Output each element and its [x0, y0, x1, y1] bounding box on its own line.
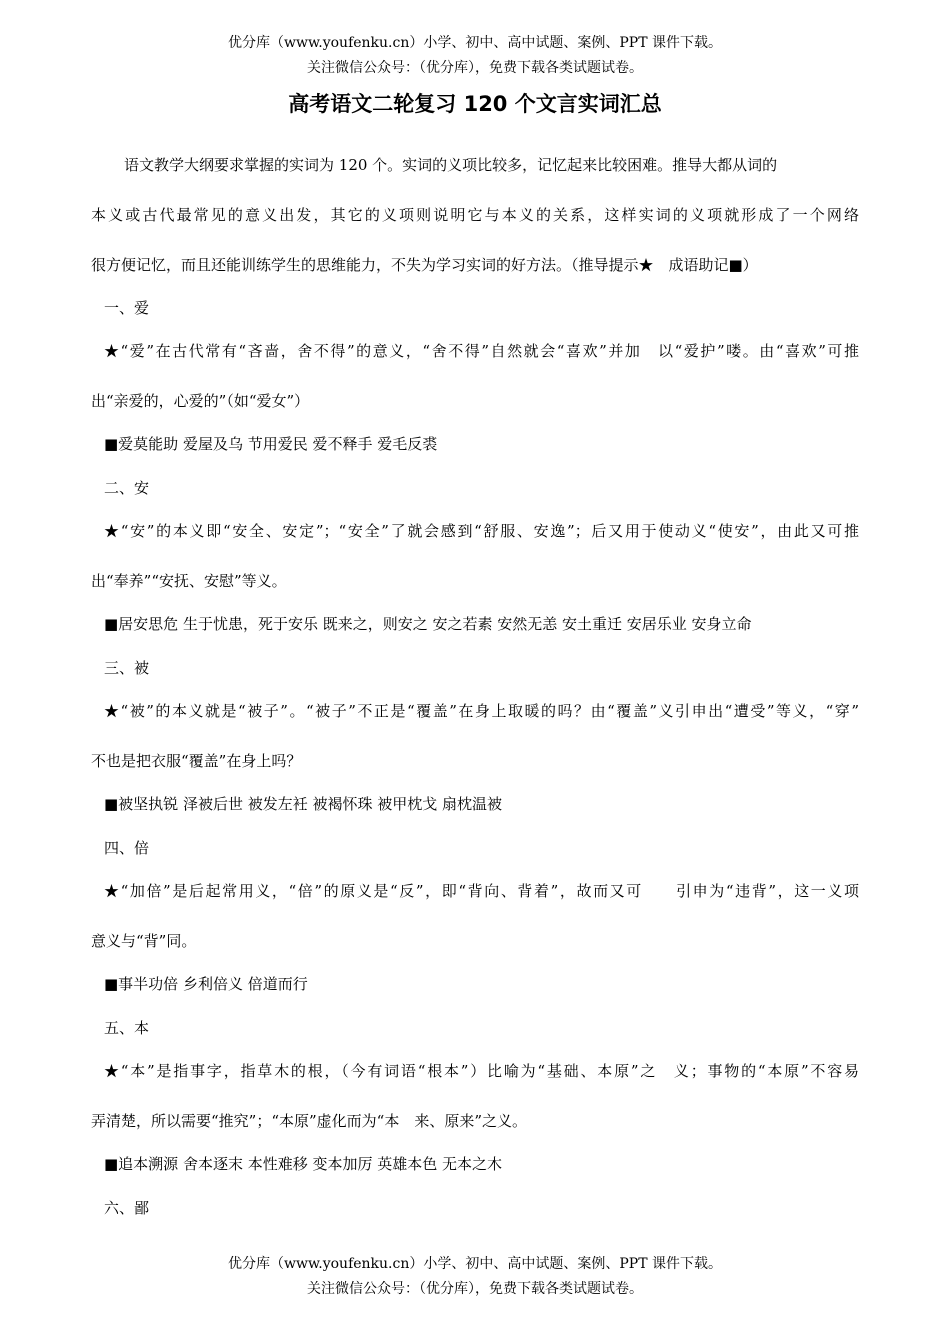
entry-star-line: 不也是把衣服“覆盖”在身上吗？ — [91, 752, 302, 770]
entry-star-line: ★“爱”在古代常有“吝啬，舍不得”的意义，“舍不得”自然就会“喜欢”并加 以“爱护”喽。由“喜欢”可推 — [104, 342, 859, 360]
entry-star-line: 意义与“背”同。 — [91, 932, 197, 950]
entry-star-line: 弄清楚，所以需要“推究”；“本原”虚化而为“本 来、原来”之义。 — [91, 1112, 528, 1130]
entry-star-line: ★“加倍”是后起常用义，“倍”的原义是“反”，即“背向、背着”，故而又可 引申为“违背”，这一义项 — [104, 882, 859, 900]
entry-heading: 五、本 — [104, 1019, 150, 1037]
header-line-1: 优分库（www.youfenku.cn）小学、初中、高中试题、案例、PPT 课件下载。 — [227, 35, 722, 51]
header-line-2: 关注微信公众号：（优分库），免费下载各类试题试卷。 — [307, 60, 643, 76]
entry-star-line: ★“被”的本义就是“被子”。“被子”不正是“覆盖”在身上取暖的吗？由“覆盖”义引申出“遭受”等义，“穿” — [104, 702, 859, 720]
intro-line-2: 本义或古代最常见的意义出发，其它的义项则说明它与本义的关系，这样实词的义项就形成了一个网络 — [91, 206, 859, 224]
entry-star-line: ★“安”的本义即“安全、安定”；“安全”了就会感到“舒服、安逸”；后又用于使动义“使安”，由此又可推 — [104, 522, 859, 540]
page-title: 高考语文二轮复习 120 个文言实词汇总 — [288, 92, 662, 116]
entry-idioms: ■被坚执锐 泽被后世 被发左衽 被褐怀珠 被甲枕戈 扇枕温被 — [104, 795, 503, 813]
entry-idioms: ■居安思危 生于忧患，死于安乐 既来之，则安之 安之若素 安然无恙 安土重迁 安居乐业 安身立命 — [104, 615, 752, 633]
entry-heading: 六、鄙 — [104, 1199, 150, 1217]
entry-star-line: ★“本”是指事字，指草木的根，（今有词语“根本”）比喻为“基础、本原”之 义；事物的“本原”不容易 — [104, 1062, 859, 1080]
footer-line-2: 关注微信公众号：（优分库），免费下载各类试题试卷。 — [307, 1281, 643, 1297]
entry-heading: 三、被 — [104, 659, 150, 677]
intro-line-3: 很方便记忆，而且还能训练学生的思维能力，不失为学习实词的好方法。（推导提示★ 成语助记■） — [91, 256, 758, 274]
entry-idioms: ■事半功倍 乡利倍义 倍道而行 — [104, 975, 308, 993]
entry-idioms: ■爱莫能助 爱屋及乌 节用爱民 爱不释手 爱毛反裘 — [104, 435, 438, 453]
entry-star-line: 出“亲爱的，心爱的”（如“爱女”） — [91, 392, 310, 410]
intro-line-1: 语文教学大纲要求掌握的实词为 120 个。实词的义项比较多，记忆起来比较困难。推导大都从词的 — [124, 156, 778, 174]
entry-heading: 二、安 — [104, 479, 150, 497]
entry-heading: 一、爱 — [104, 299, 150, 317]
footer-line-1: 优分库（www.youfenku.cn）小学、初中、高中试题、案例、PPT 课件下载。 — [227, 1256, 722, 1272]
entry-idioms: ■追本溯源 舍本逐末 本性难移 变本加厉 英雄本色 无本之木 — [104, 1155, 503, 1173]
entry-heading: 四、倍 — [104, 839, 150, 857]
entry-star-line: 出“奉养”“安抚、安慰”等义。 — [91, 572, 287, 590]
